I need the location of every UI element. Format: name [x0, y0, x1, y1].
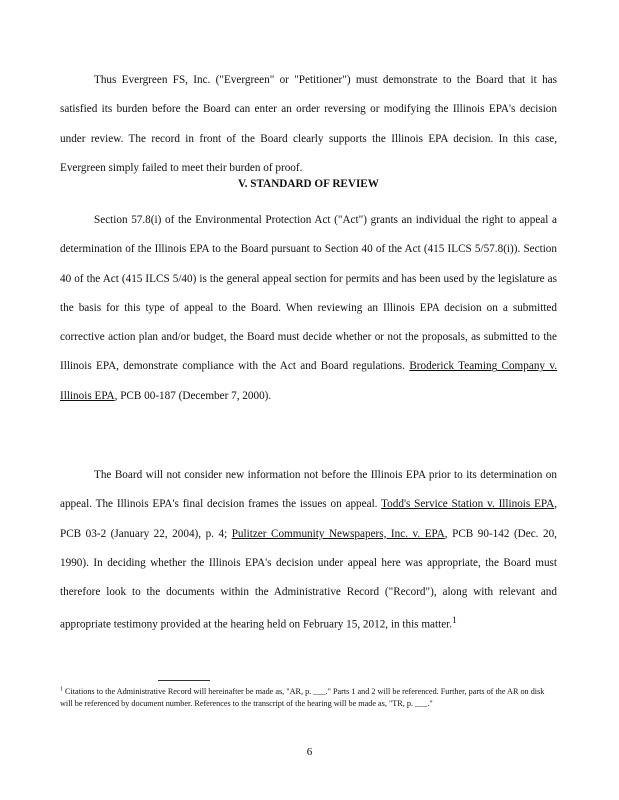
footnote-divider — [158, 680, 210, 681]
case-citation-pulitzer: Pulitzer Community Newspapers, Inc. v. EPA — [231, 527, 445, 540]
footnote-reference: 1 — [452, 616, 457, 627]
paragraph-2-tail: , PCB 00-187 (December 7, 2000). — [114, 389, 272, 402]
paragraph-new-information — [60, 461, 557, 641]
paragraph-3-text-a: The Board will not consider new information not before the Illinois EPA prior to its determination on appeal. The Illinois EPA's final decision frames the issues on appeal. — [60, 469, 557, 511]
footnote-marker: 1 — [60, 686, 63, 693]
page-number: 6 — [306, 746, 313, 758]
paragraph-section-57-8 — [60, 206, 557, 411]
paragraph-3-text-c: , PCB 90-142 (Dec. 20, 1990). In deciding whether the Illinois EPA's decision under appeal here was appropriate, the Board must therefore look to the documents within the Administrative Record ("Record"), along with relevant and appropriate testimony provided at the hearing held on February 15, 2012, in this matter. — [60, 527, 557, 632]
case-citation-broderick: Broderick Teaming Company v. Illinois EPA — [60, 360, 558, 402]
section-heading: V. STANDARD OF REVIEW — [238, 178, 379, 190]
paragraph-1-text: Thus Evergreen FS, Inc. ("Evergreen" or "Petitioner") must demonstrate to the Board that it has satisfied its burden before the Board can enter an order reversing or modifying the Illinois EPA's decision under review. The record in front of the Board clearly supports the Illinois EPA decision. In this case, Evergreen simply failed to meet their burden of proof. — [60, 74, 557, 174]
paragraph-2-text: Section 57.8(i) of the Environmental Protection Act ("Act") grants an individual the right to appeal a determination of the Illinois EPA to the Board pursuant to Section 40 of the Act (415 ILCS 5/57.8(i)). Section 40 of the Act (415 ILCS 5/40) is the general appeal section for permits and has been used by the legislature as the basis for this type of appeal to the Board. When reviewing an Illinois EPA decision on a submitted corrective action plan and/or budget, the Board must decide whether or not the proposals, as submitted to the Illinois EPA, demonstrate compliance with the Act and Board regulations. — [60, 214, 557, 373]
footnote — [60, 686, 557, 709]
footnote-text: Citations to the Administrative Record will hereinafter be made as, "AR, p. ___." Parts 1 and 2 will be referenced. Further, parts of the AR on disk will be referenced by document number. References to the transcript of the hearing will be made as, "TR, p. ___." — [60, 687, 545, 708]
paragraph-burden-of-proof — [60, 66, 557, 183]
paragraph-3-text-b: , PCB 03-2 (January 22, 2004), p. 4; — [60, 498, 558, 540]
case-citation-todds: Todd's Service Station v. Illinois EPA — [381, 498, 555, 511]
